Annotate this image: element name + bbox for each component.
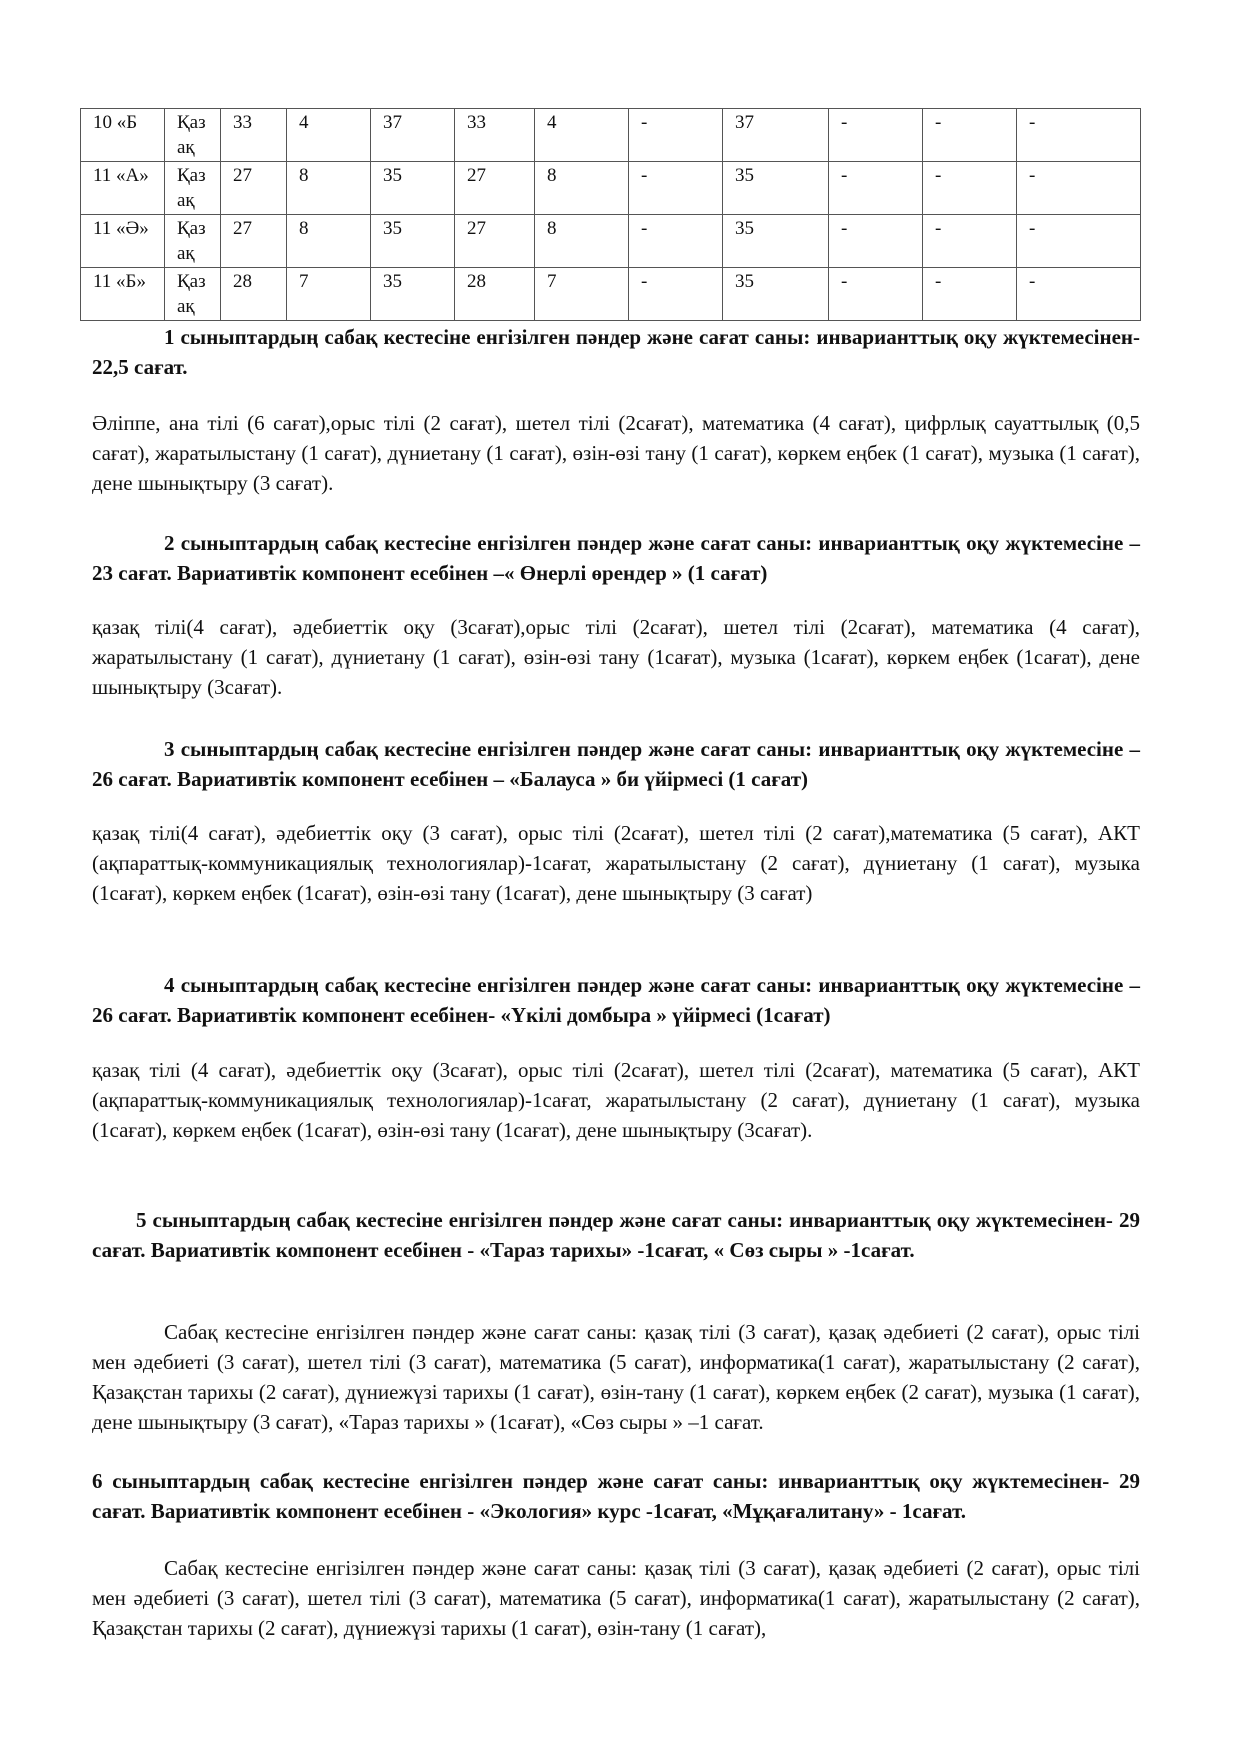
section-1-body: Әліппе, ана тілі (6 сағат),орыс тілі (2 сағат), шетел тілі (2сағат), математика (4 сағат), цифрлық сауаттылық (0,5 сағат), жаратылыстану (1 сағат), дүниетану (1 сағат), өзін-өзі тану (1 сағат), көркем еңбек (1 сағат), музыка (1 сағат), дене шынықтыру (3 сағат). [92, 411, 1140, 495]
table-cell: Қаз ақ [165, 109, 221, 162]
table-row [81, 162, 1141, 215]
section-6-body: Сабақ кестесіне енгізілген пәндер және сағат саны: қазақ тілі (3 сағат), қазақ әдебиеті (2 сағат), орыс тілі мен әдебиеті (3 сағат), шетел тілі (3 сағат), математика (5 сағат), информатика(1 сағат), жаратылыстану (2 сағат), Қазақстан тарихы (2 сағат), дүниежүзі тарихы (1 сағат), өзін-тану (1 сағат), [92, 1556, 1140, 1640]
table-cell: 27 [455, 215, 535, 268]
section-5-body: Сабақ кестесіне енгізілген пәндер және сағат саны: қазақ тілі (3 сағат), қазақ әдебиеті (2 сағат), орыс тілі мен әдебиеті (3 сағат), шетел тілі (3 сағат), математика (5 сағат), информатика(1 сағат), жаратылыстану (2 сағат), Қазақстан тарихы (2 сағат), дүниежүзі тарихы (1 сағат), өзін-тану (1 сағат), көркем еңбек (2 сағат), музыка (1 сағат), дене шынықтыру (3 сағат), «Тараз тарихы » (1сағат), «Сөз сыры » –1 сағат. [92, 1320, 1140, 1434]
table-cell: 35 [723, 162, 829, 215]
table-cell: Қаз ақ [165, 162, 221, 215]
table-cell: 37 [723, 109, 829, 162]
section-5-heading: 5 сыныптардың сабақ кестесіне енгізілген пәндер және сағат саны: инварианттық оқу жүктемесінен- 29 сағат. Вариативтік компонент есебінен - «Тараз тарихы» -1сағат, « Сөз сыры » -1сағат. [92, 1208, 1140, 1262]
table-cell: 28 [455, 268, 535, 321]
table-cell: - [829, 109, 923, 162]
section-4-body: қазақ тілі (4 сағат), әдебиеттік оқу (3сағат), орыс тілі (2сағат), шетел тілі (2сағат), математика (5 сағат), АКТ (ақпараттық-коммуникациялық технологиялар)-1сағат, жаратылыстану (2 сағат), дүниетану (1 сағат), музыка (1сағат), көркем еңбек (1сағат), өзін-өзі тану (1сағат), дене шынықтыру (3сағат). [92, 1058, 1140, 1142]
table-cell: 33 [455, 109, 535, 162]
table-cell: - [1017, 215, 1141, 268]
table-cell: 8 [535, 215, 629, 268]
table-cell: Қаз ақ [165, 215, 221, 268]
table-cell: - [829, 268, 923, 321]
table-cell: - [629, 109, 723, 162]
table-cell: - [923, 109, 1017, 162]
table-row [81, 109, 1141, 162]
section-2-heading: 2 сыныптардың сабақ кестесіне енгізілген пәндер және сағат саны: инварианттық оқу жүктемесіне – 23 сағат. Вариативтік компонент есебінен –« Өнерлі өрендер » (1 сағат) [92, 531, 1140, 585]
table-cell: 27 [221, 162, 287, 215]
table-cell: 35 [723, 268, 829, 321]
table-cell: 37 [371, 109, 455, 162]
table-cell: 27 [221, 215, 287, 268]
hours-table [80, 108, 1141, 321]
table-cell: 28 [221, 268, 287, 321]
section-3-body: қазақ тілі(4 сағат), әдебиеттік оқу (3 сағат), орыс тілі (2сағат), шетел тілі (2 сағат),математика (5 сағат), АКТ (ақпараттық-коммуникациялық технологиялар)-1сағат, жаратылыстану (2 сағат), дүниетану (1 сағат), музыка (1сағат), көркем еңбек (1сағат), өзін-өзі тану (1сағат), дене шынықтыру (3 сағат) [92, 821, 1140, 905]
table-cell: - [1017, 162, 1141, 215]
table-cell: - [1017, 109, 1141, 162]
table-cell: - [629, 215, 723, 268]
table-cell: 4 [535, 109, 629, 162]
table-cell: 8 [287, 162, 371, 215]
table-cell: 35 [371, 162, 455, 215]
section-3-heading: 3 сыныптардың сабақ кестесіне енгізілген пәндер және сағат саны: инварианттық оқу жүктемесіне – 26 сағат. Вариативтік компонент есебінен – «Балауса » би үйірмесі (1 сағат) [92, 737, 1140, 791]
section-1-heading: 1 сыныптардың сабақ кестесіне енгізілген пәндер және сағат саны: инварианттық оқу жүктемесінен- 22,5 сағат. [92, 325, 1140, 379]
table-cell: 7 [287, 268, 371, 321]
table-cell: 35 [371, 268, 455, 321]
section-4-heading: 4 сыныптардың сабақ кестесіне енгізілген пәндер және сағат саны: инварианттық оқу жүктемесіне – 26 сағат. Вариативтік компонент есебінен- «Үкілі домбыра » үйірмесі (1сағат) [92, 973, 1140, 1027]
table-cell: 4 [287, 109, 371, 162]
table-row [81, 215, 1141, 268]
table-cell: 35 [371, 215, 455, 268]
table-cell: - [923, 268, 1017, 321]
table-cell: - [629, 268, 723, 321]
table-cell: - [1017, 268, 1141, 321]
table-cell: - [923, 162, 1017, 215]
section-2-body: қазақ тілі(4 сағат), әдебиеттік оқу (3сағат),орыс тілі (2сағат), шетел тілі (2сағат), математика (4 сағат), жаратылыстану (1 сағат), дүниетану (1 сағат), өзін-өзі тану (1сағат), музыка (1сағат), көркем еңбек (1сағат), дене шынықтыру (3сағат). [92, 615, 1140, 699]
table-cell: 7 [535, 268, 629, 321]
table-cell: 35 [723, 215, 829, 268]
section-6-heading: 6 сыныптардың сабақ кестесіне енгізілген пәндер және сағат саны: инварианттық оқу жүктемесінен- 29 сағат. Вариативтік компонент есебінен - «Экология» курс -1сағат, «Мұқағалитану» - 1сағат. [92, 1469, 1140, 1523]
table-cell: 11 «Б» [81, 268, 165, 321]
table-cell: Қаз ақ [165, 268, 221, 321]
table-cell: 27 [455, 162, 535, 215]
table-cell: 11 «Ә» [81, 215, 165, 268]
table-cell: - [629, 162, 723, 215]
table-cell: 33 [221, 109, 287, 162]
table-cell: 8 [287, 215, 371, 268]
table-row [81, 268, 1141, 321]
table-cell: 11 «А» [81, 162, 165, 215]
table-cell: 10 «Б [81, 109, 165, 162]
table-cell: - [829, 162, 923, 215]
table-cell: - [829, 215, 923, 268]
table-cell: - [923, 215, 1017, 268]
table-cell: 8 [535, 162, 629, 215]
